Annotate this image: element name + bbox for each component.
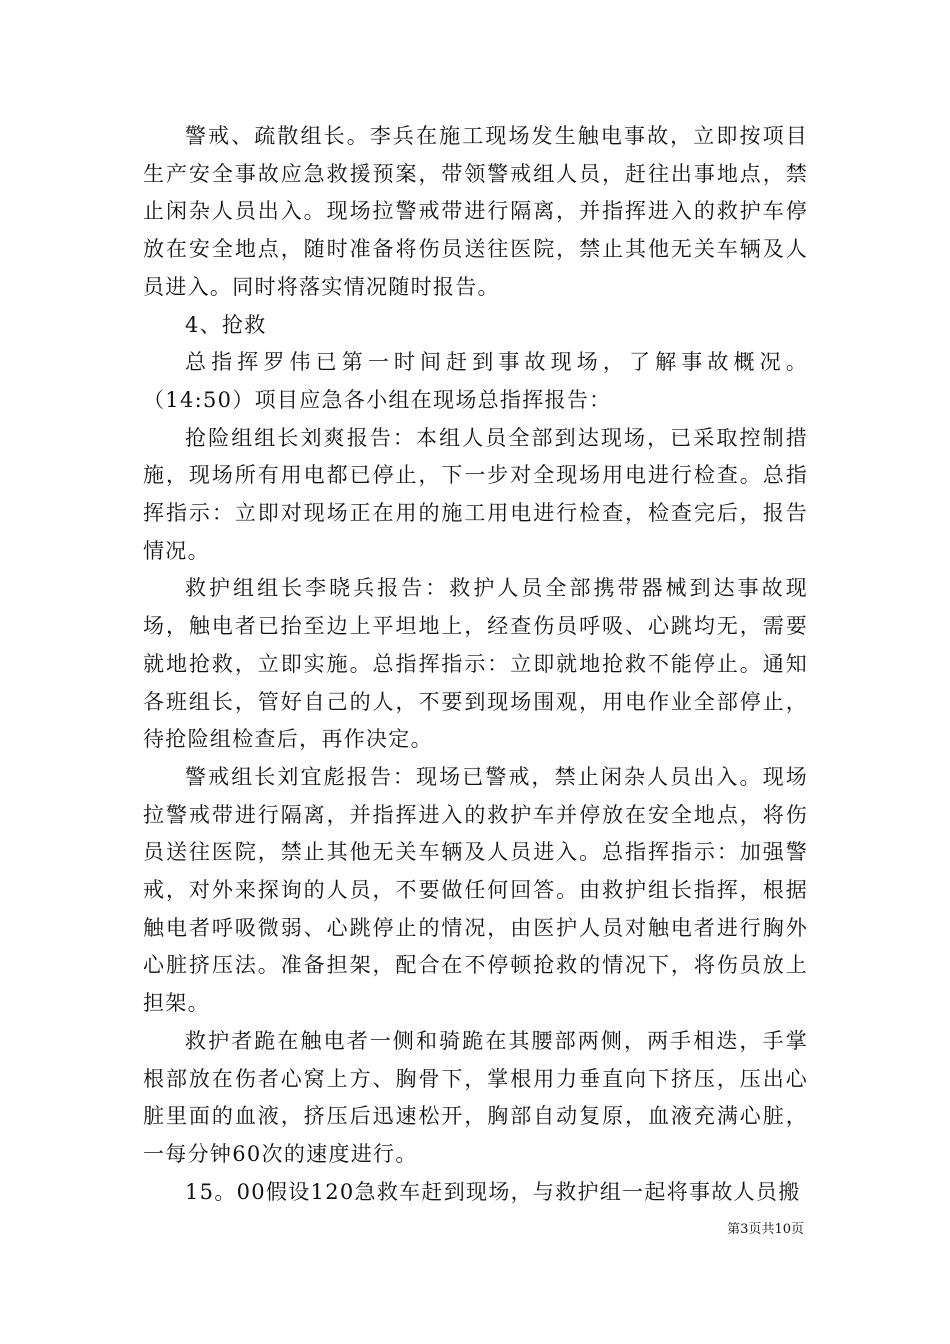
paragraph-evacuation-leader: 警戒、疏散组长。李兵在施工现场发生触电事故，立即按项目生产安全事故应急救援预案，带领警戒组人员，赶往出事地点，禁止闲杂人员出入。现场拉警戒带进行隔离，并指挥进入的救护车停放在安全地点，随时准备将伤员送往医院，禁止其他无关车辆及人员进入。同时将落实情况随时报告。 [143,124,808,299]
paragraph-guard-group-report: 警戒组长刘宜彪报告：现场已警戒，禁止闲杂人员出入。现场拉警戒带进行隔离，并指挥进入的救护车并停放在安全地点，将伤员送往医院，禁止其他无关车辆及人员进入。总指挥指示：加强警戒，对外来探询的人员，不要做任何回答。由救护组长指挥，根据触电者呼吸微弱、心跳停止的情况，由医护人员对触电者进行胸外心脏挤压法。准备担架，配合在不停顿抢救的情况下，将伤员放上担架。 [143,764,808,1016]
paragraph-commander-arrival: 总指挥罗伟已第一时间赶到事故现场，了解事故概况。（14:50）项目应急各小组在现场总指挥报告： [143,350,808,412]
paragraph-ambulance-arrival: 15。00假设120急救车赶到现场，与救护组一起将事故人员搬 [185,1179,801,1204]
paragraph-emergency-group-report: 抢险组组长刘爽报告：本组人员全部到达现场，已采取控制措施，现场所有用电都已停止，下一步对全现场用电进行检查。总指挥指示：立即对现场正在用的施工用电进行检查，检查完后，报告情况。 [143,425,808,563]
paragraph-cpr-procedure: 救护者跪在触电者一侧和骑跪在其腰部两侧，两手相迭，手掌根部放在伤者心窝上方、胸骨下，掌根用力垂直向下挤压，压出心脏里面的血液，挤压后迅速松开，胸部自动复原，血液充满心脏，一每分钟60次的速度进行。 [143,1028,808,1166]
document-body [143,118,808,1211]
page-number: 第3页共10页 [727,1222,804,1237]
section-heading-rescue: 4、抢救 [185,312,267,337]
paragraph-rescue-group-report: 救护组组长李晓兵报告：救护人员全部携带器械到达事故现场，触电者已抬至边上平坦地上，经查伤员呼吸、心跳均无，需要就地抢救，立即实施。总指挥指示：立即就地抢救不能停止。通知各班组长，管好自己的人，不要到现场围观，用电作业全部停止，待抢险组检查后，再作决定。 [143,576,808,752]
